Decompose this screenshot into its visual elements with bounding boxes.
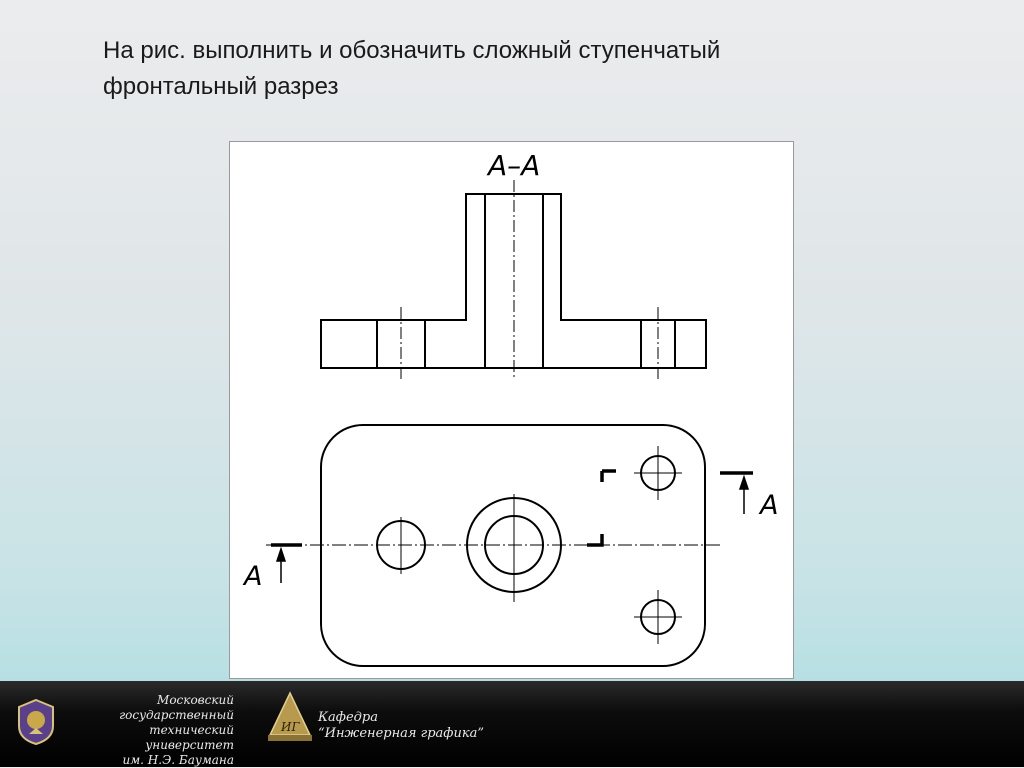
footer-bar [0, 681, 1024, 767]
front-view-centerlines [401, 180, 658, 380]
university-line-1: Московский государственный [119, 693, 234, 722]
cut-label-left: А [244, 561, 263, 592]
top-view-centerlines [266, 446, 720, 644]
university-emblem-icon [15, 698, 57, 746]
university-name [58, 693, 234, 768]
department-line-2: “Инженерная графика” [318, 726, 484, 741]
section-label: А–А [488, 149, 541, 182]
department-name [318, 710, 484, 742]
view-arrows [277, 477, 748, 583]
right-arrow-head [740, 477, 748, 489]
department-logo-icon [266, 691, 314, 743]
slide-title-line-1: На рис. выполнить и обозначить сложный ступенчатый [103, 37, 721, 64]
cut-label-right: А [760, 490, 779, 521]
slide-title-line-2: фронтальный разрез [103, 73, 339, 100]
university-line-3: им. Н.Э. Баумана [122, 753, 234, 767]
technical-drawing [229, 141, 794, 679]
drawing-canvas [230, 142, 795, 680]
university-line-2: технический университет [145, 723, 234, 752]
cutting-plane-marks [271, 471, 753, 545]
department-logo-letters: ИГ [281, 720, 300, 734]
slide-title [103, 33, 923, 105]
left-arrow-head [277, 549, 285, 561]
cut-mark-step-bottom [587, 534, 602, 545]
department-line-1: Кафедра [318, 710, 378, 725]
